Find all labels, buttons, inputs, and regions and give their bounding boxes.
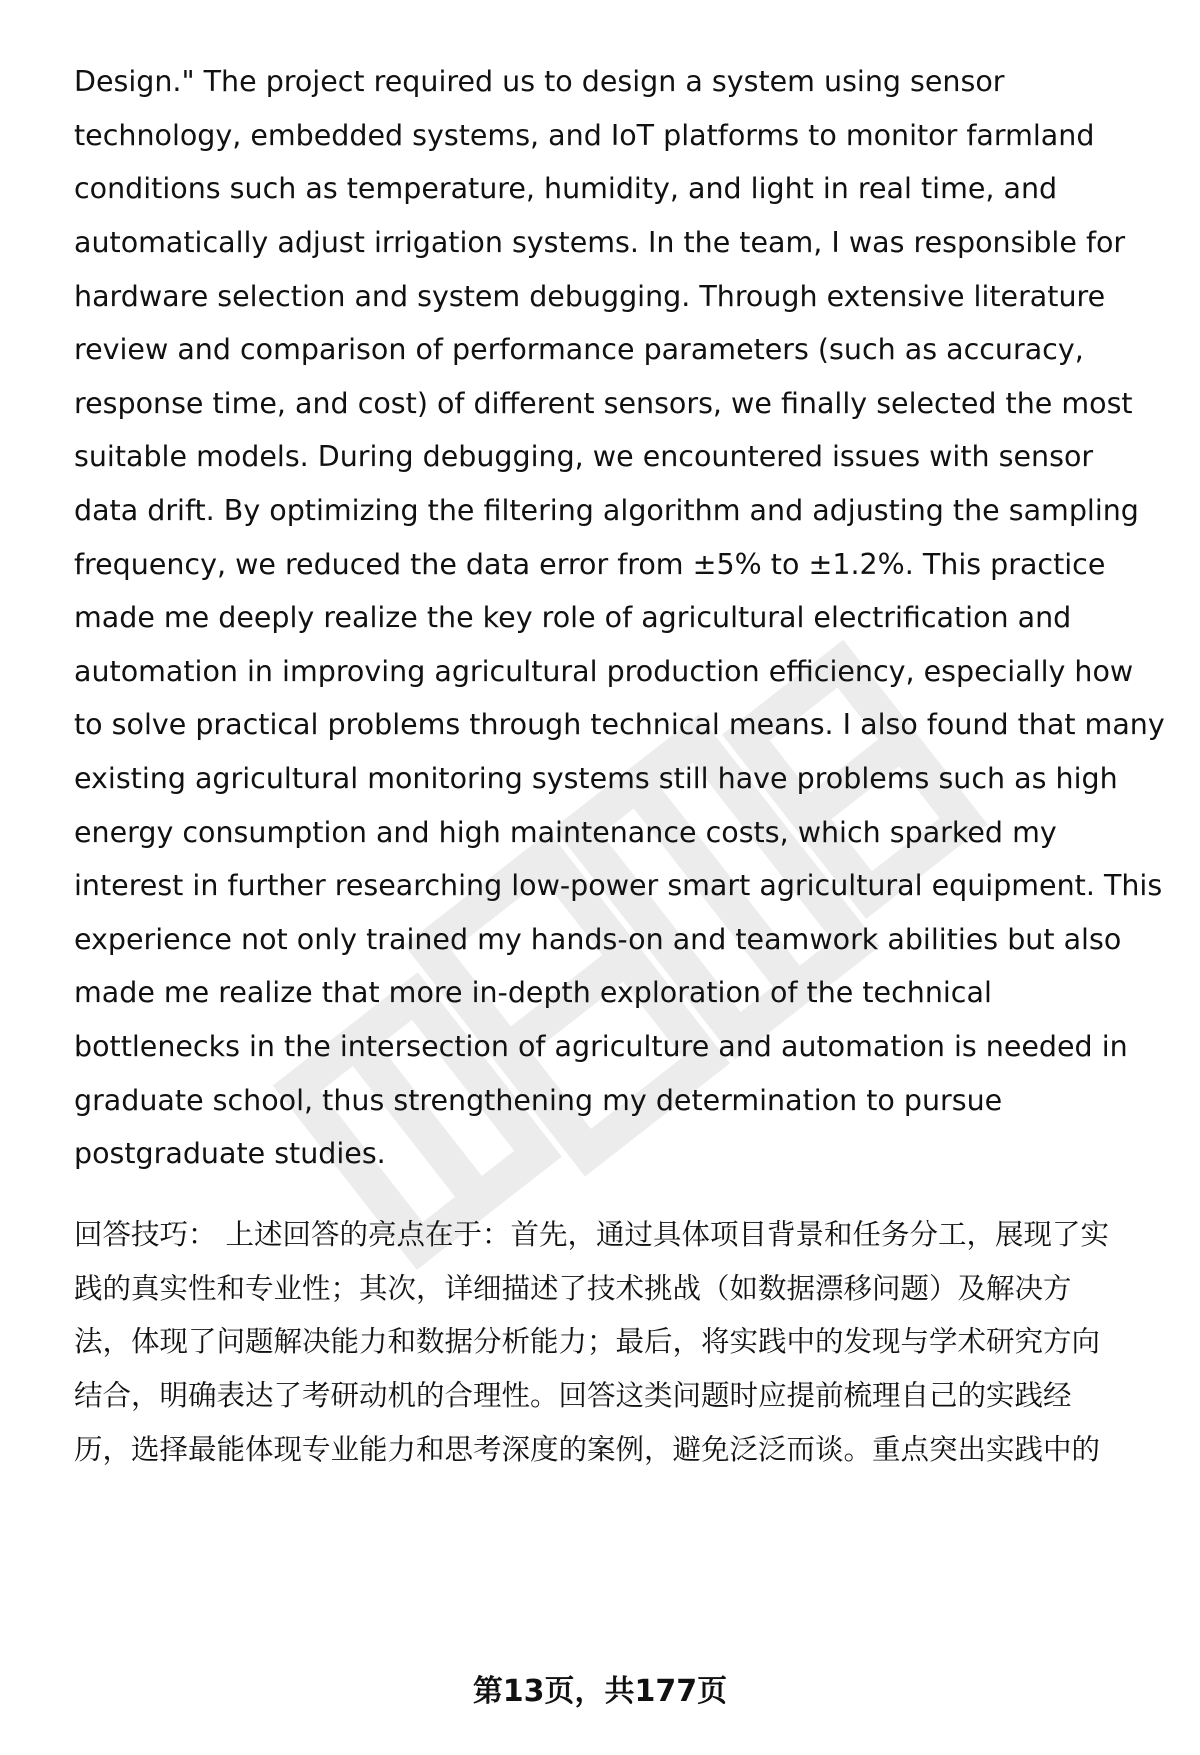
text-line: existing agricultural monitoring systems still have problems such as high [74,762,1118,795]
tips-line: 践的真实性和专业性；其次，详细描述了技术挑战（如数据漂移问题）及解决方 [74,1272,1072,1305]
text-line: review and comparison of performance parameters (such as accuracy, [74,333,1084,366]
text-line: automation in improving agricultural production efficiency, especially how [74,655,1134,688]
text-line: Design." The project required us to design a system using sensor [74,65,1005,98]
text-line: to solve practical problems through technical means. I also found that many [74,708,1165,741]
page-number-footer: 第13页，共177页 [472,1674,728,1709]
text-line: bottlenecks in the intersection of agriculture and automation is needed in [74,1030,1128,1063]
text-line: frequency, we reduced the data error from ±5% to ±1.2%. This practice [74,548,1106,581]
tips-line: 回答技巧： 上述回答的亮点在于：首先，通过具体项目背景和任务分工，展现了实 [74,1218,1110,1251]
text-line: automatically adjust irrigation systems. In the team, I was responsible for [74,226,1126,259]
text-line: energy consumption and high maintenance costs, which sparked my [74,816,1057,849]
text-line: interest in further researching low-power smart agricultural equipment. This [74,869,1163,902]
tips-line: 法，体现了问题解决能力和数据分析能力；最后，将实践中的发现与学术研究方向 [74,1325,1101,1358]
text-line: postgraduate studies. [74,1137,386,1170]
text-line: technology, embedded systems, and IoT platforms to monitor farmland [74,119,1095,152]
text-line: suitable models. During debugging, we encountered issues with sensor [74,440,1094,473]
tips-line: 结合，明确表达了考研动机的合理性。回答这类问题时应提前梳理自己的实践经 [74,1379,1072,1412]
tips-line: 历，选择最能体现专业能力和思考深度的案例，避免泛泛而谈。重点突出实践中的 [74,1433,1101,1466]
text-line: experience not only trained my hands-on and teamwork abilities but also [74,923,1122,956]
text-line: graduate school, thus strengthening my determination to pursue [74,1084,1003,1117]
text-line: response time, and cost) of different sensors, we finally selected the most [74,387,1133,420]
text-line: data drift. By optimizing the filtering algorithm and adjusting the sampling [74,494,1139,527]
text-line: conditions such as temperature, humidity, and light in real time, and [74,172,1058,205]
text-line: made me deeply realize the key role of agricultural electrification and [74,601,1072,634]
text-line: made me realize that more in-depth exploration of the technical [74,976,992,1009]
text-line: hardware selection and system debugging. Through extensive literature [74,280,1106,313]
